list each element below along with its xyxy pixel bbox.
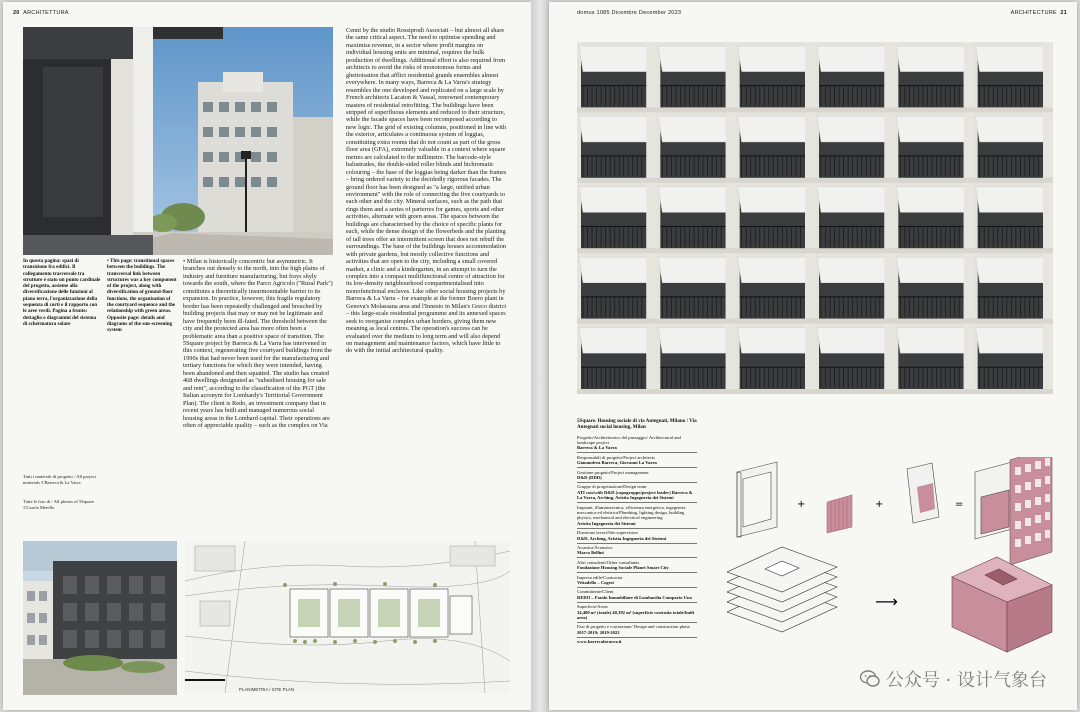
combined-diagram [975, 462, 1012, 539]
loggia-bay [896, 253, 973, 323]
loggia-bay [817, 183, 894, 253]
left-page [3, 2, 531, 710]
loggia-bay [976, 324, 1053, 394]
info-label: Gestione progetto/Project management [577, 469, 649, 475]
info-label: Direzione lavori/Site supervision [577, 530, 638, 536]
info-row [577, 637, 697, 645]
sunscreen-diagrams [727, 457, 1053, 682]
info-label: Responsabili di progetto/Project architects [577, 454, 655, 460]
body-column-2: Cenni by the studio Rossiprodi Associati – but almost all share the same critical aspect. The need to optimise spending and maximise revenue, in a sector where profit margins on individual housing units are minimal, requires the bulk production of dwellings. Additional effort is also required from architects to avoid the risks of monotonous forms and ghettoisation that afflict residential grands ensembles almost everywhere. In many ways, Barreca & La Varra's strategy resembles the one developed and replicated on a large scale by French architects Lacaton & Vassal, renowned contemporary masters of residential retrofitting. The buildings have been stripped of superfluous elements and reduced to their structure, while the facade spaces have been recomposed according to new logic. The grid of existing columns, positioned in line with the exterior, articulates a continuous system of loggias, constituting extra rooms that do not count as part of the gross floor area (GFA), extremely valuable in a context where square metres are calculated to the millimetre. The barcode-style balustrades, the double-sided roller blinds and bichromatic colouring – the base of the loggias being darker than the frames – bring ordered variety to the decidedly rigorous facades. The ground floor has been designed as "a large, unified urban environment" with the role of connecting the five courtyards to each other and the city. Mineral surfaces, such as the path that rings them and a series of parterres for games, sports and other activities, alternate with green areas. The spaces between the buildings are characterised by the choice of specific plants for each, while the dense design of the flowerbeds and the planting of tall trees offer an intermittent screen that does not rebuff the surroundings. The base of the buildings houses accommodation with private gardens, but mostly collective functions and activities that are open to the city, including a small covered market, a clinic and a kindergarten, in an attempt to turn the complex into a compact multifunctional centre of attraction for its low-density neighbourhood compartmentalised into monofunctional enclaves. Like other social housing projects by Barreca & La Varra – for example at the former Boero plant in Genova's Molassana area and l'Innesto in Milan's Greco district – this large-scale residential programme and its annexed spaces seek to reorganise complex urban borders, giving them new meaning as local centres. The operation's success can be evaluated over the medium to long term and will also depend on management and maintenance factors, which have little to do with the initial architectural quality. [346, 27, 507, 355]
building-photo [23, 541, 177, 695]
facade-photo [577, 42, 1053, 394]
loggia-bay [896, 183, 973, 253]
credit-photos: Tutte le foto di / All photos of 5Square ©Carola Merello [23, 499, 95, 510]
info-value: REDO – Fondo Immobiliare di Lombardia Comparto Uno [577, 594, 692, 600]
info-row [577, 572, 697, 585]
info-row [577, 557, 697, 570]
info-value: Vittadello – Cogesi [577, 580, 614, 586]
info-value: D&D (DDD) [577, 474, 602, 480]
info-value: 34,400 m² (totale) 40,392 m² (superficie costruita totale/built area) [577, 609, 695, 621]
info-row [577, 587, 697, 600]
info-value: Gianandrea Barreca, Giovanni La Varra [577, 460, 657, 466]
info-label: Altri consulenti/Other consultants [577, 559, 640, 565]
info-label: Impresa edile/Contractor [577, 574, 623, 580]
wechat-icon [860, 670, 880, 688]
info-value: Marco Bellini [577, 550, 604, 556]
loggia-bay [976, 183, 1053, 253]
frame-diagram [737, 462, 777, 537]
info-label: Superficie/Areas [577, 604, 608, 610]
info-row [577, 602, 697, 621]
project-title: 5Square. Housing sociale di via Antegnati, Milano / Via Antegnati social housing, Milan [577, 418, 697, 430]
info-row [577, 622, 697, 635]
info-value: www.barrecalavarra.it [577, 639, 622, 645]
loggia-bay [896, 112, 973, 182]
solid-building-diagram [952, 557, 1052, 652]
info-value: Barreca & La Varra [577, 445, 617, 451]
info-label: Fasi di progetto e costruzione/ Design and construction phase [577, 624, 691, 630]
running-head-issue: domus 1085 Dicembre December 2023 [577, 10, 682, 16]
credit-materials: Tutti i materiali di progetto / All project materials ©Barreca & La Varra [23, 474, 96, 485]
loggia-bay [579, 183, 656, 253]
info-row [577, 452, 697, 465]
loggia-bay [817, 112, 894, 182]
loggia-bay [817, 253, 894, 323]
spine-gutter [531, 0, 549, 712]
loggia-bay [658, 183, 735, 253]
floors-stack-diagram [727, 547, 837, 632]
info-value: 2017-2019; 2019-2022 [577, 629, 620, 635]
arrow-2: ⟶ [875, 592, 898, 611]
courtyard-photo [23, 27, 333, 255]
body-column-1: • Milan is historically concentric but asymmetric. It branches out densely to the north, into the high plains of industry and furniture manufacturing, but frays shyly towards the south, where the Parco Agricolo ("Rural Park") constitutes a theoretically insurmountable barrier to its expansion. In practice, however, this fragile regulatory border has been repeatedly challenged and breached by building projects that may or may not be legitimate and have frequently been ill-fated. The threshold between the city and the protected area has more often been a problematic area than a positive space of transition. The 5Square project by Barreca & La Varra has intervened in this context, regenerating five courtyard buildings from the 1990s that had never been used for the manufacturing and tertiary functions for which they were intended, having been abandoned and then squatted. The studio has created 468 dwellings designated as "subsidised housing for sale and rent", according to the classification of the PGT (the Italian acronym for Lombardy's Territorial Government Plan). The client is Redo, an investment company that in recent years has built and managed numerous social housing areas in the Lombard capital. Their operations are often of appreciable quality – such as the complex on Via [183, 258, 333, 429]
loggia-bay [976, 42, 1053, 112]
loggia-bay [738, 112, 815, 182]
loggia-bay [738, 253, 815, 323]
info-value: ATI con/with D&D (capogruppo/project leader) Barreca & La Varra, Arching, Aristta Ingegneria dei Sistemi [577, 489, 693, 501]
info-row [577, 433, 697, 451]
caption-italian: In questa pagina: spazi di transizione fra edifici. Il collegamento trasversale tra strutture è stato un punto cardinale del progetto, assieme alla diversificazione delle funzioni al piano terra, l'organizzazione della sequenza di corti e il rapporto con le aree verdi. Pagina a fronte: dettaglio e diagrammi del sistema di schermatura solare [23, 258, 101, 327]
info-row [577, 528, 697, 541]
loggia-bay [658, 112, 735, 182]
equals-sign: = [955, 499, 964, 510]
loggia-bay [579, 42, 656, 112]
loggia-bay [658, 42, 735, 112]
info-row [577, 467, 697, 480]
loggia-bay [658, 253, 735, 323]
plus-sign-2: + [875, 499, 884, 510]
info-value: D&D, Arching, Aristta Ingegneria dei Sistemi [577, 535, 667, 541]
loggia-bay [817, 42, 894, 112]
info-row [577, 543, 697, 556]
facade-diagram [1010, 457, 1052, 565]
loggia-bay [579, 253, 656, 323]
info-label: Acustica/Acoustics [577, 545, 613, 550]
blind-diagram [907, 463, 939, 523]
loggia-bay [579, 324, 656, 394]
watermark: 公众号 · 设计气象台 [860, 666, 1047, 692]
loggia-bay [738, 324, 815, 394]
info-row [577, 502, 697, 526]
loggia-bay [976, 112, 1053, 182]
info-label: Progetto/Architettonico del paesaggio/ Architectural and landscape project [577, 434, 681, 445]
loggia-bay [579, 112, 656, 182]
info-label: Gruppo di progettazione/Design team [577, 484, 647, 490]
loggia-bay [738, 183, 815, 253]
info-value: Aristta Ingegneria dei Sistemi [577, 520, 636, 526]
info-value: Fondazione Housing Sociale Planet Smart City [577, 565, 669, 571]
right-page [549, 2, 1077, 710]
loggia-bay [738, 42, 815, 112]
info-label: Impianti, illuminotecnica, efficienza energetica, ingegneria meccanica ed elettrica/Plumbing, lighting design, building physics, mechanical and electrical engineering [577, 504, 686, 521]
loggia-bay [658, 324, 735, 394]
project-info [577, 418, 697, 645]
loggia-bay [896, 324, 973, 394]
balustrade-diagram [827, 495, 852, 533]
loggia-bay [896, 42, 973, 112]
info-row [577, 482, 697, 501]
site-plan [185, 541, 510, 693]
running-head-right: ARCHITECTURE 21 [1010, 10, 1067, 16]
running-head-left: 20 ARCHITETTURA [13, 10, 69, 16]
loggia-bay [817, 324, 894, 394]
info-label: Committente/Client [577, 589, 614, 595]
site-plan-label: PLANIMETRIA / SITE PLAN [239, 687, 295, 692]
plus-sign-1: + [797, 499, 806, 510]
caption-english: • This page: transitional spaces between the buildings. The transversal link between structures was a key component of the project, along with diversification of ground-floor functions, the organisation of the courtyard sequence and the relationship with green areas. Opposite page: details and diagrams of the sun-screening system [107, 258, 177, 334]
loggia-bay [976, 253, 1053, 323]
